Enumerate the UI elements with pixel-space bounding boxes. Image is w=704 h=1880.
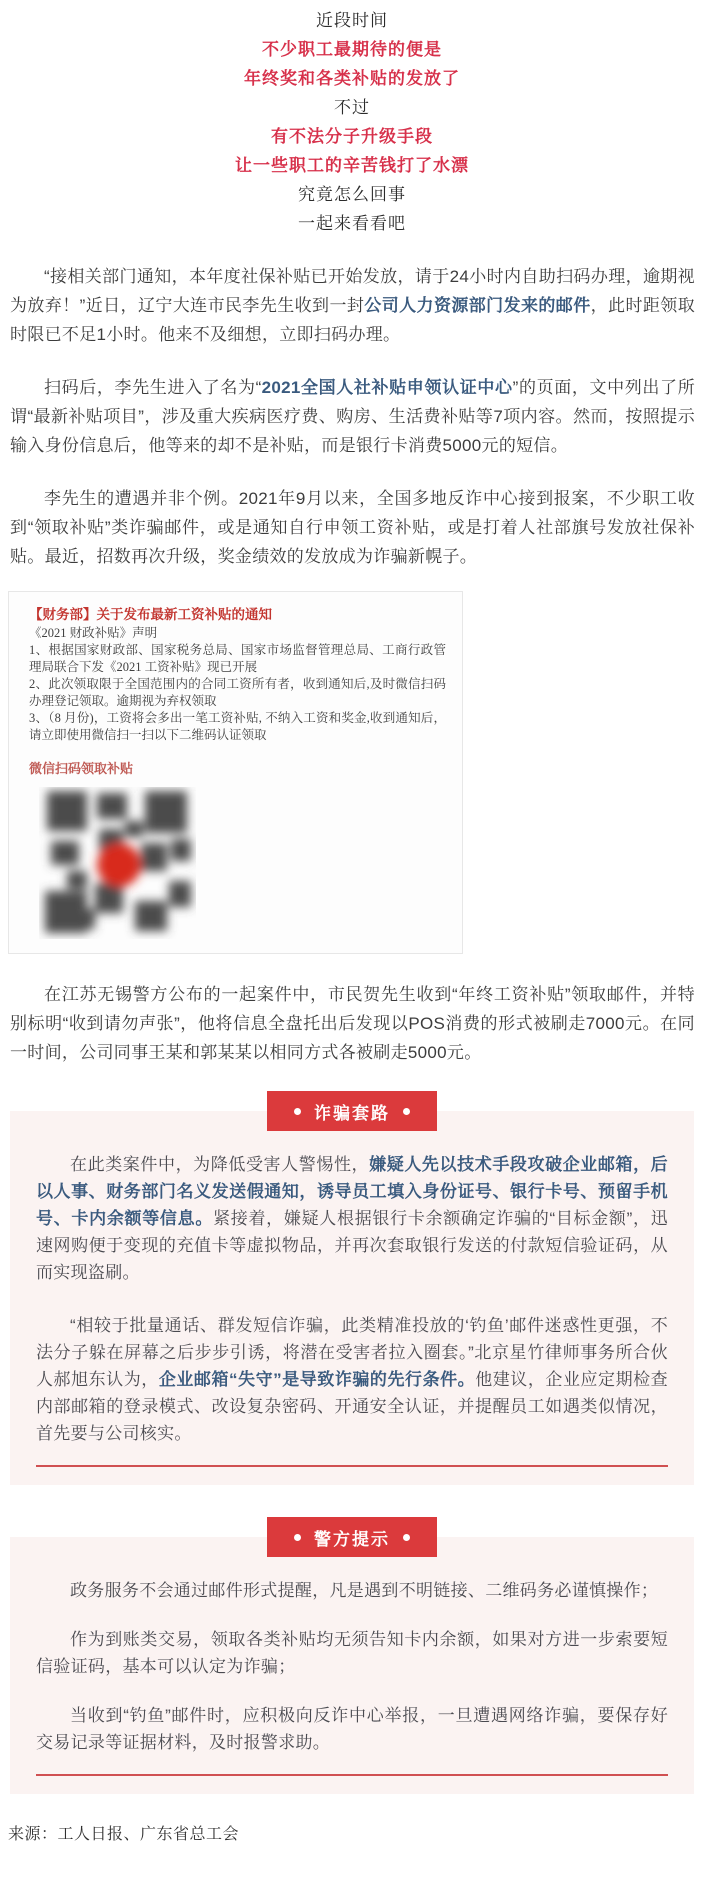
scam-email-screenshot[interactable] <box>8 591 463 954</box>
source-line: 来源：工人日报、广东省总工会 <box>8 1826 240 1843</box>
email-notice-item: 3、（8 月份)，工资将会多出一笔工资补贴, 不纳入工资和奖金,收到通知后，请立即使用微信扫一扫以下二维码认证领取 <box>29 711 446 742</box>
email-notice-statement: 《2021 财政补贴》声明 <box>29 626 158 640</box>
email-notice-item: 2、此次领取限于全国范围内的合同工资所有者，收到通知后,及时微信扫码办理登记领取。逾期视为弃权领取 <box>29 677 446 708</box>
intro-block <box>0 0 704 238</box>
police-tip: 作为到账类交易，领取各类补贴均无须告知卡内余额，如果对方进一步索要短信验证码，基本可以认定为诈骗； <box>36 1630 668 1676</box>
email-notice-item: 1、根据国家财政部、国家税务总局、国家市场监督管理总局、工商行政管理局联合下发《2021 工资补贴》现已开展 <box>29 643 446 674</box>
dot-icon <box>294 1534 301 1541</box>
intro-line: 年终奖和各类补贴的发放了 <box>244 69 460 88</box>
qr-label: 微信扫码领取补贴 <box>29 761 134 776</box>
intro-line: 不少职工最期待的便是 <box>262 40 442 59</box>
dot-icon <box>403 1108 410 1115</box>
section-divider <box>36 1465 668 1467</box>
scam-tactics-badge <box>267 1091 437 1131</box>
intro-line: 让一些职工的辛苦钱打了水漂 <box>235 156 469 175</box>
section-police-tips <box>10 1529 694 1794</box>
badge-label: 警方提示 <box>314 1529 390 1549</box>
police-tip: 当收到“钓鱼”邮件时，应积极向反诈中心举报，一旦遭遇网络诈骗，要保存好交易记录等证据材料，及时报警求助。 <box>36 1706 668 1752</box>
scam-paragraph: 在此类案件中，为降低受害人警惕性，嫌疑人先以技术手段攻破企业邮箱，后以人事、财务部门名义发送假通知，诱导员工填入身份证号、银行卡号、预留手机号、卡内余额等信息。紧接着，嫌疑人根据银行卡余额确定诈骗的“目标金额”，迅速网购便于变现的充值卡等虚拟物品，并再次套取银行发送的付款短信验证码，从而实现盗刷。 <box>36 1155 669 1282</box>
email-notice-title: 【财务部】关于发布最新工资补贴的通知 <box>29 607 272 622</box>
intro-line: 不过 <box>334 98 370 117</box>
section-divider <box>36 1774 668 1776</box>
intro-line: 近段时间 <box>316 11 388 30</box>
section-scam-tactics <box>10 1103 694 1485</box>
paragraph-wuxi-case: 在江苏无锡警方公布的一起案件中，市民贺先生收到“年终工资补贴”领取邮件，并特别标明“收到请勿声张”，他将信息全盘托出后发现以POS消费的形式被刷走7000元。在同一时间，公司同事王某和郭某某以相同方式各被刷走5000元。 <box>10 985 695 1062</box>
intro-line: 有不法分子升级手段 <box>271 127 433 146</box>
paragraph-li-email: “接相关部门通知，本年度社保补贴已开始发放，请于24小时内自助扫码办理，逾期视为放弃！”近日，辽宁大连市民李先生收到一封公司人力资源部门发来的邮件，此时距领取时限已不足1小时。他来不及细想，立即扫码办理。 <box>10 267 695 344</box>
intro-line: 一起来看看吧 <box>298 214 406 233</box>
paragraph-li-scanned: 扫码后，李先生进入了名为“2021全国人社补贴申领认证中心”的页面，文中列出了所谓“最新补贴项目”，涉及重大疾病医疗费、购房、生活费补贴等7项内容。然而，按照提示输入身份信息后，他等来的却不是补贴，而是银行卡消费5000元的短信。 <box>10 378 696 455</box>
scam-paragraph: “相较于批量通话、群发短信诈骗，此类精准投放的‘钓鱼’邮件迷惑性更强，不法分子躲在屏幕之后步步引诱，将潜在受害者拉入圈套。”北京星竹律师事务所合伙人郝旭东认为，企业邮箱“失守”是导致诈骗的先行条件。他建议，企业应定期检查内部邮箱的登录模式、改设复杂密码、开通安全认证，并提醒员工如遇类似情况，首先要与公司核实。 <box>36 1316 668 1443</box>
police-tip: 政务服务不会通过邮件形式提醒，凡是遇到不明链接、二维码务必谨慎操作； <box>70 1581 659 1600</box>
blurred-qr-code-image <box>39 787 196 939</box>
dot-icon <box>294 1108 301 1115</box>
badge-label: 诈骗套路 <box>314 1103 390 1123</box>
intro-line: 究竟怎么回事 <box>298 185 406 204</box>
dot-icon <box>403 1534 410 1541</box>
police-tips-badge <box>267 1517 437 1557</box>
paragraph-not-isolated: 李先生的遭遇并非个例。2021年9月以来，全国多地反诈中心接到报案，不少职工收到“领取补贴”类诈骗邮件，或是通知自行申领工资补贴，或是打着人社部旗号发放社保补贴。最近，招数再次升级，奖金绩效的发放成为诈骗新幌子。 <box>10 489 695 566</box>
